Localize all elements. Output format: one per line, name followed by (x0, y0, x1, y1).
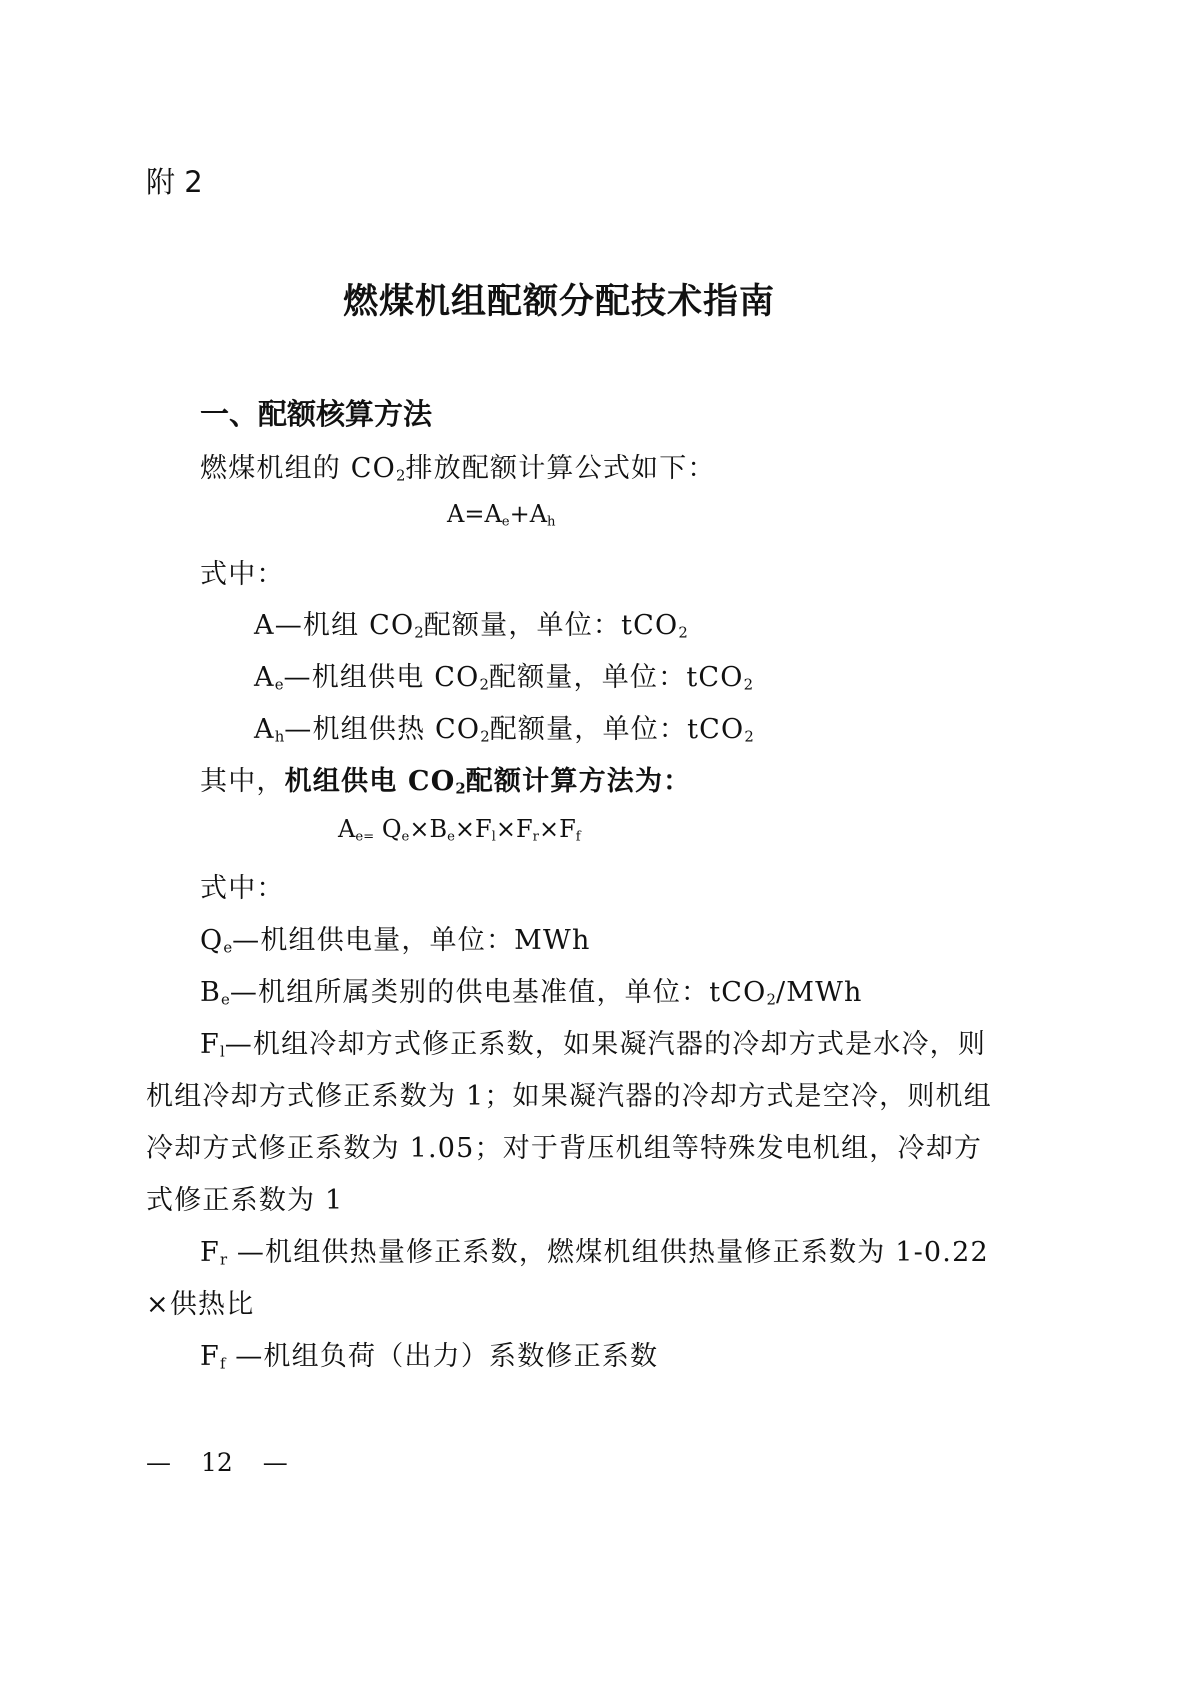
definition-qe: $Q_e—$机组供电量，单位：MWh (200, 925, 591, 957)
definition-a: A—机组 $CO_2$配额量，单位：tCO$_2$ (254, 610, 688, 642)
where-label-1: 式中： (200, 559, 285, 590)
definition-f1-line3: 冷却方式修正系数为 1.05；对于背压机组等特殊发电机组，冷却方 (146, 1133, 983, 1164)
definition-f1-line2: 机组冷却方式修正系数为 1；如果凝汽器的冷却方式是空冷，则机组 (146, 1081, 992, 1112)
formula-total-allowance: $A=A_e+A_h$ (447, 500, 556, 530)
definition-ae: $A_e—$机组供电 $CO_2$配额量，单位：tCO$_2$ (254, 662, 754, 694)
definition-ah: $A_h—$机组供热 $CO_2$配额量，单位：tCO$_2$ (254, 714, 754, 746)
attachment-label: 附 2 (146, 165, 203, 199)
supply-method-intro: 其中，机组供电 $CO_2$配额计算方法为： (200, 766, 692, 798)
page-number: 12 (200, 1448, 233, 1477)
definition-ff: $F_f$ —机组负荷（出力）系数修正系数 (200, 1341, 659, 1373)
page-footer (146, 1448, 288, 1477)
footer-dash-right: — (262, 1448, 288, 1477)
definition-be: $B_e—$机组所属类别的供电基准值，单位：tCO$_2$/MWh (200, 977, 863, 1009)
formula-supply-allowance: $A_{e=}$ $Q_e\times B_e\times F_l\times F_r\times F_f$ (338, 815, 581, 845)
where-label-2: 式中： (200, 873, 285, 904)
intro-paragraph: 燃煤机组的 $CO_2$排放配额计算公式如下： (200, 453, 716, 485)
definition-fr-line1: $F_r$ —机组供热量修正系数，燃煤机组供热量修正系数为 1-0.22 (200, 1237, 989, 1269)
section-heading: 一、配额核算方法 (200, 397, 433, 431)
definition-f1-line1: $F_l—$机组冷却方式修正系数，如果凝汽器的冷却方式是水冷，则 (200, 1029, 987, 1061)
definition-fr-line2: ×供热比 (146, 1289, 255, 1320)
definition-f1-line4: 式修正系数为 1 (146, 1185, 344, 1216)
footer-dash-left: — (146, 1448, 171, 1477)
document-title: 燃煤机组配额分配技术指南 (343, 282, 776, 322)
